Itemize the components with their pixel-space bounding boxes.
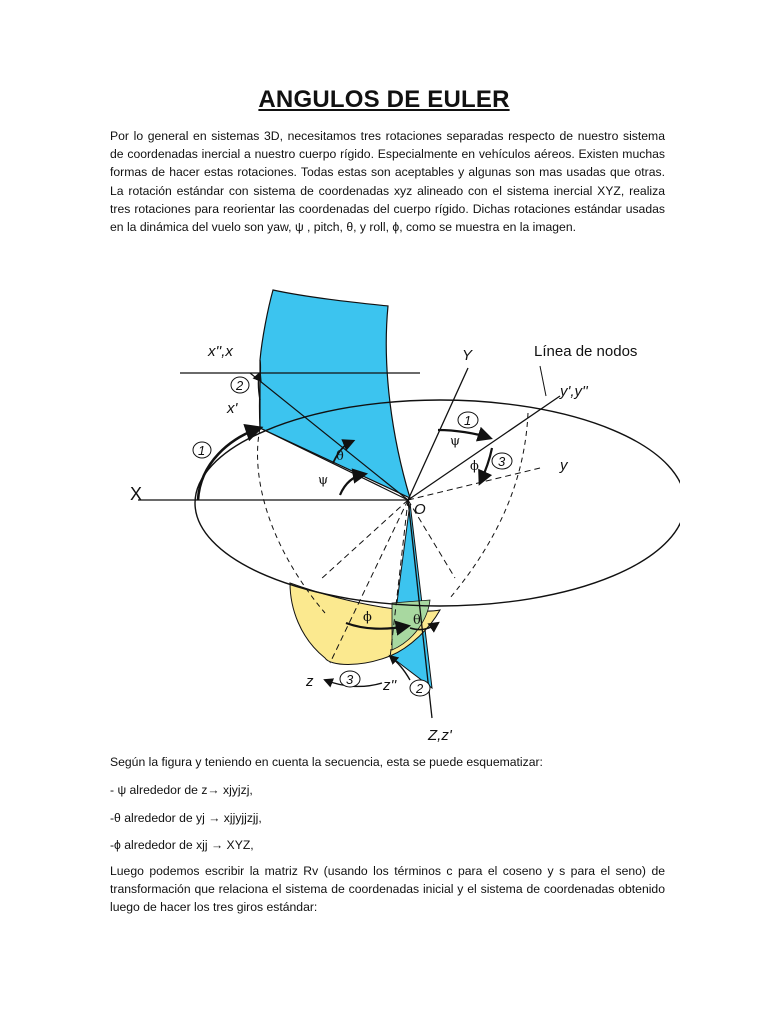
- step-2-left-label: 2: [236, 378, 244, 393]
- step-3-bottom-label: 3: [346, 672, 354, 687]
- psi-right-label: ψ: [450, 434, 461, 449]
- phi-bottom-label: ϕ: [363, 610, 372, 625]
- y-label: y: [560, 457, 568, 474]
- Z-axis-label: Z,z': [428, 727, 452, 744]
- x-double-prime-label: x'',x: [208, 343, 233, 360]
- theta-left-label: θ: [336, 449, 344, 464]
- closing-paragraph: Luego podemos escribir la matriz Rv (usando los términos c para el coseno y s para el seno) de transformación que relaciona el sistema de coordenadas inicial y el sistema de coordenadas obtenido luego de hacer los tres giros estándar:: [110, 864, 665, 915]
- psi-left-label: ψ: [318, 473, 329, 488]
- z-label: z: [306, 673, 314, 690]
- sequence-intro: Según la figura y teniendo en cuenta la secuencia, esta se puede esquematizar:: [110, 755, 543, 769]
- intro-paragraph: Por lo general en sistemas 3D, necesitamos tres rotaciones separadas respecto de nuestro sistema de coordenadas inercial a nuestro cuerpo rígido. Especialmente en vehículos aéreos. Existen muchas formas de hacer estas rotaciones. Todas estas son aceptables y algunas son mas usadas que otras. La rotación estándar con sistema de coordenadas xyz alineado con el sistema inercial XYZ, realiza tres rotaciones para reorientar las coordenadas del cuerpo rígido. Dichas rotaciones estándar usadas en la dinámica del vuelo son yaw, ψ , pitch, θ, y roll, ϕ, como se muestra en la imagen.: [110, 129, 665, 235]
- y-prime-label: y',y'': [560, 383, 588, 400]
- line-of-nodes-label: Línea de nodos: [534, 343, 638, 360]
- Y-axis-label: Y: [462, 347, 473, 364]
- step-1-right-label: 1: [464, 413, 472, 428]
- arrow-step-1-left: [198, 428, 260, 500]
- sequence-item-3: -ϕ alrededor de xjj → XYZ,: [110, 838, 254, 852]
- x-prime-label: x': [227, 400, 238, 417]
- sequence-item-2: -θ alrededor de yj → xjjyjjzjj,: [110, 811, 262, 825]
- euler-angles-figure: [120, 278, 680, 748]
- step-1-left-label: 1: [198, 443, 206, 458]
- page-title: ANGULOS DE EULER: [258, 86, 510, 113]
- sequence-item-1: - ψ alrededor de z→ xjyjzj,: [110, 783, 253, 797]
- origin-label: O: [414, 501, 426, 518]
- X-axis-label: X: [130, 484, 143, 504]
- phi-right-label: ϕ: [470, 459, 479, 474]
- step-2-bottom-label: 2: [416, 681, 424, 696]
- arrow-psi-right: [438, 430, 490, 438]
- step-3-right-label: 3: [498, 454, 506, 469]
- z-double-prime-label: z'': [383, 677, 397, 694]
- theta-bottom-label: θ: [413, 613, 421, 628]
- arrow-phi-right: [480, 448, 492, 483]
- blue-rotation-plane: [259, 290, 410, 498]
